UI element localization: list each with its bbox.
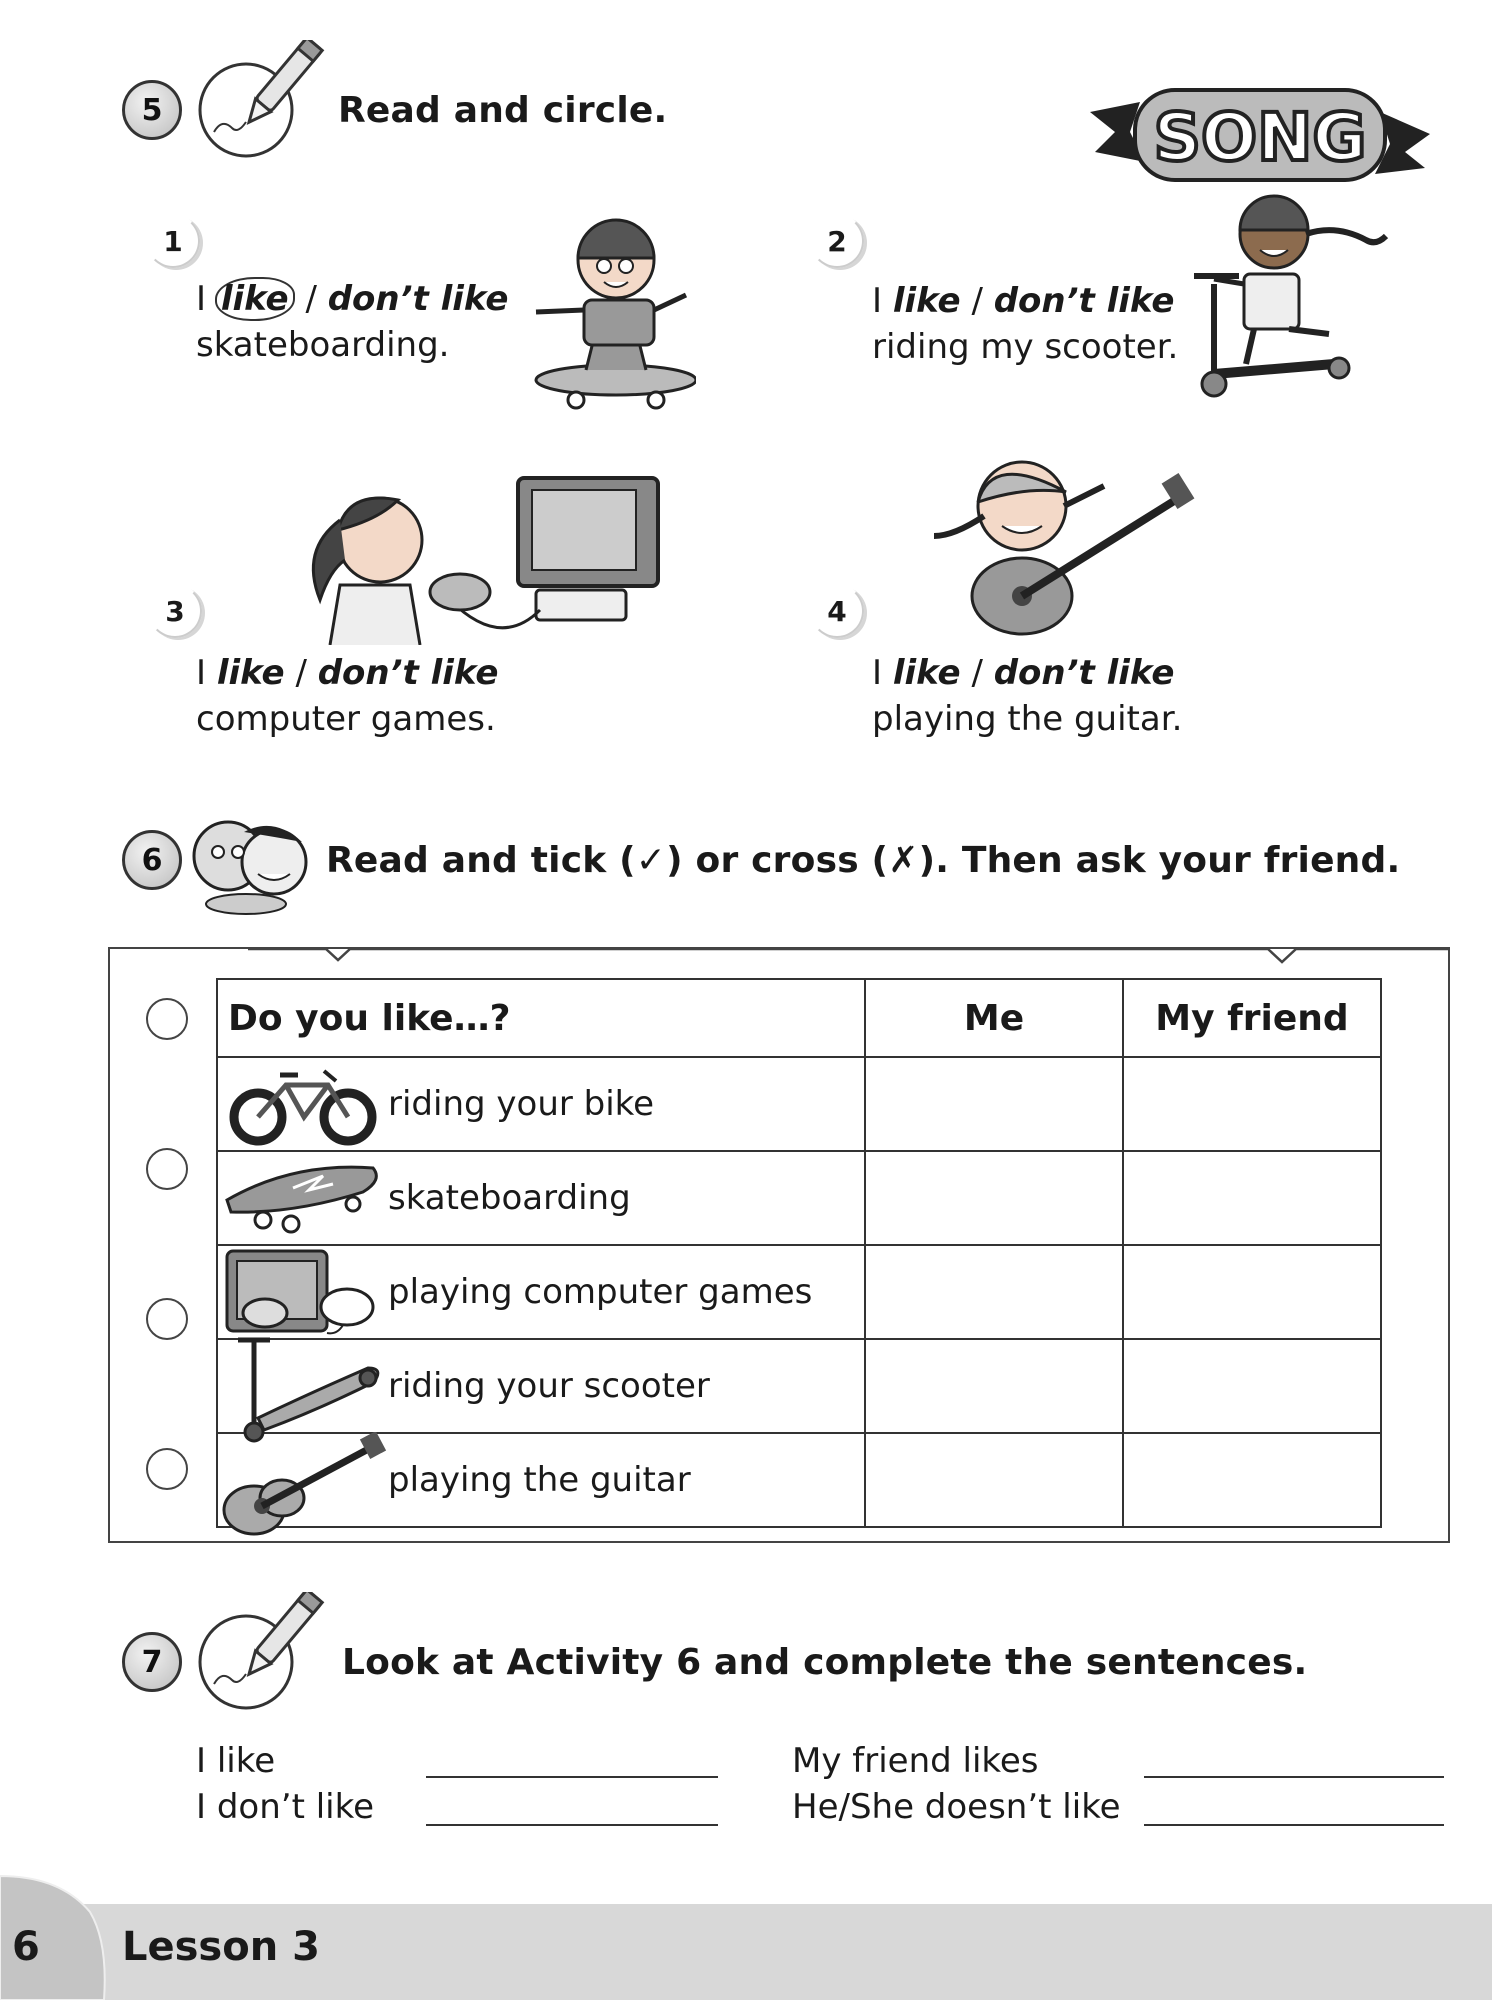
pencil-icon: [186, 40, 326, 160]
characters-icon: [186, 812, 316, 916]
item-1-dont-like-option[interactable]: don’t like: [327, 279, 509, 319]
item-3-sentence: I like / don’t like computer games.: [196, 653, 499, 739]
item-2-number: 2: [810, 214, 864, 268]
answer-blank-i-dont-like[interactable]: [426, 1824, 718, 1826]
item-4-like-option[interactable]: like: [892, 653, 961, 693]
scooter-icon: [218, 1341, 388, 1431]
header-my-friend: My friend: [1123, 979, 1381, 1057]
activity-6-badge: 6: [122, 830, 182, 890]
activity-6-instruction: Read and tick (✓) or cross (✗). Then ask your friend.: [326, 840, 1401, 881]
item-4-number: 4: [810, 584, 864, 638]
item-3-dont-like-option[interactable]: don’t like: [317, 653, 499, 693]
pencil-icon: [186, 1592, 326, 1712]
friend-answer-cell[interactable]: [1123, 1057, 1381, 1151]
song-label: SONG: [1153, 99, 1367, 176]
item-3-like-option[interactable]: like: [216, 653, 285, 693]
row-label: playing computer games: [388, 1272, 813, 1312]
page-number: 6: [12, 1924, 40, 1970]
item-1-like-option[interactable]: like: [215, 277, 295, 321]
activity-5-badge: 5: [122, 80, 182, 140]
binder-hole-1: [146, 998, 188, 1040]
binder-hole-3: [146, 1298, 188, 1340]
guitar-girl-illustration: [912, 446, 1202, 646]
sheet-notches: [108, 940, 1450, 970]
table-row: [217, 1245, 1381, 1339]
item-2-dont-like-option[interactable]: don’t like: [993, 281, 1175, 321]
computer-games-icon: [218, 1247, 388, 1337]
guitar-icon: [218, 1435, 388, 1525]
prompt-friend-likes: My friend likes: [792, 1741, 1039, 1781]
table-header-row: [217, 979, 1381, 1057]
header-me: Me: [865, 979, 1123, 1057]
row-label: playing the guitar: [388, 1460, 691, 1500]
activity-5-instruction: Read and circle.: [338, 90, 668, 131]
row-label: riding your scooter: [388, 1366, 710, 1406]
skateboard-icon: [218, 1153, 388, 1243]
bike-icon: [218, 1059, 388, 1149]
answer-blank-i-like[interactable]: [426, 1776, 718, 1778]
table-row: [217, 1151, 1381, 1245]
row-label: riding your bike: [388, 1084, 655, 1124]
table-row: [217, 1057, 1381, 1151]
item-1-number: 1: [146, 214, 200, 268]
friend-answer-cell[interactable]: [1123, 1433, 1381, 1527]
me-answer-cell[interactable]: [865, 1245, 1123, 1339]
item-2-sentence: I like / don’t like riding my scooter.: [872, 281, 1179, 367]
me-answer-cell[interactable]: [865, 1151, 1123, 1245]
prompt-i-dont-like: I don’t like: [196, 1787, 375, 1827]
friend-answer-cell[interactable]: [1123, 1245, 1381, 1339]
binder-hole-2: [146, 1148, 188, 1190]
answer-blank-friend-likes[interactable]: [1144, 1776, 1444, 1778]
table-row: [217, 1433, 1381, 1527]
header-do-you-like: Do you like…?: [217, 979, 865, 1057]
me-answer-cell[interactable]: [865, 1433, 1123, 1527]
friend-answer-cell[interactable]: [1123, 1339, 1381, 1433]
item-4-sentence: I like / don’t like playing the guitar.: [872, 653, 1183, 739]
activity-7-badge: 7: [122, 1632, 182, 1692]
item-4-dont-like-option[interactable]: don’t like: [993, 653, 1175, 693]
scooter-girl-illustration: [1184, 184, 1404, 404]
skateboarder-illustration: [526, 200, 696, 420]
me-answer-cell[interactable]: [865, 1339, 1123, 1433]
row-label: skateboarding: [388, 1178, 631, 1218]
item-3-number: 3: [148, 584, 202, 638]
computer-games-girl-illustration: [290, 470, 670, 645]
prompt-i-like: I like: [196, 1741, 276, 1781]
item-2-like-option[interactable]: like: [892, 281, 961, 321]
likes-table: [216, 978, 1382, 1528]
binder-hole-4: [146, 1448, 188, 1490]
me-answer-cell[interactable]: [865, 1057, 1123, 1151]
prompt-friend-doesnt-like: He/She doesn’t like: [792, 1787, 1121, 1827]
song-banner: [1090, 82, 1430, 192]
answer-blank-friend-doesnt-like[interactable]: [1144, 1824, 1444, 1826]
lesson-label: Lesson 3: [122, 1924, 320, 1970]
table-row: [217, 1339, 1381, 1433]
activity-7-instruction: Look at Activity 6 and complete the sentences.: [342, 1642, 1308, 1683]
item-1-sentence: I like / don’t like skateboarding.: [196, 279, 509, 365]
friend-answer-cell[interactable]: [1123, 1151, 1381, 1245]
